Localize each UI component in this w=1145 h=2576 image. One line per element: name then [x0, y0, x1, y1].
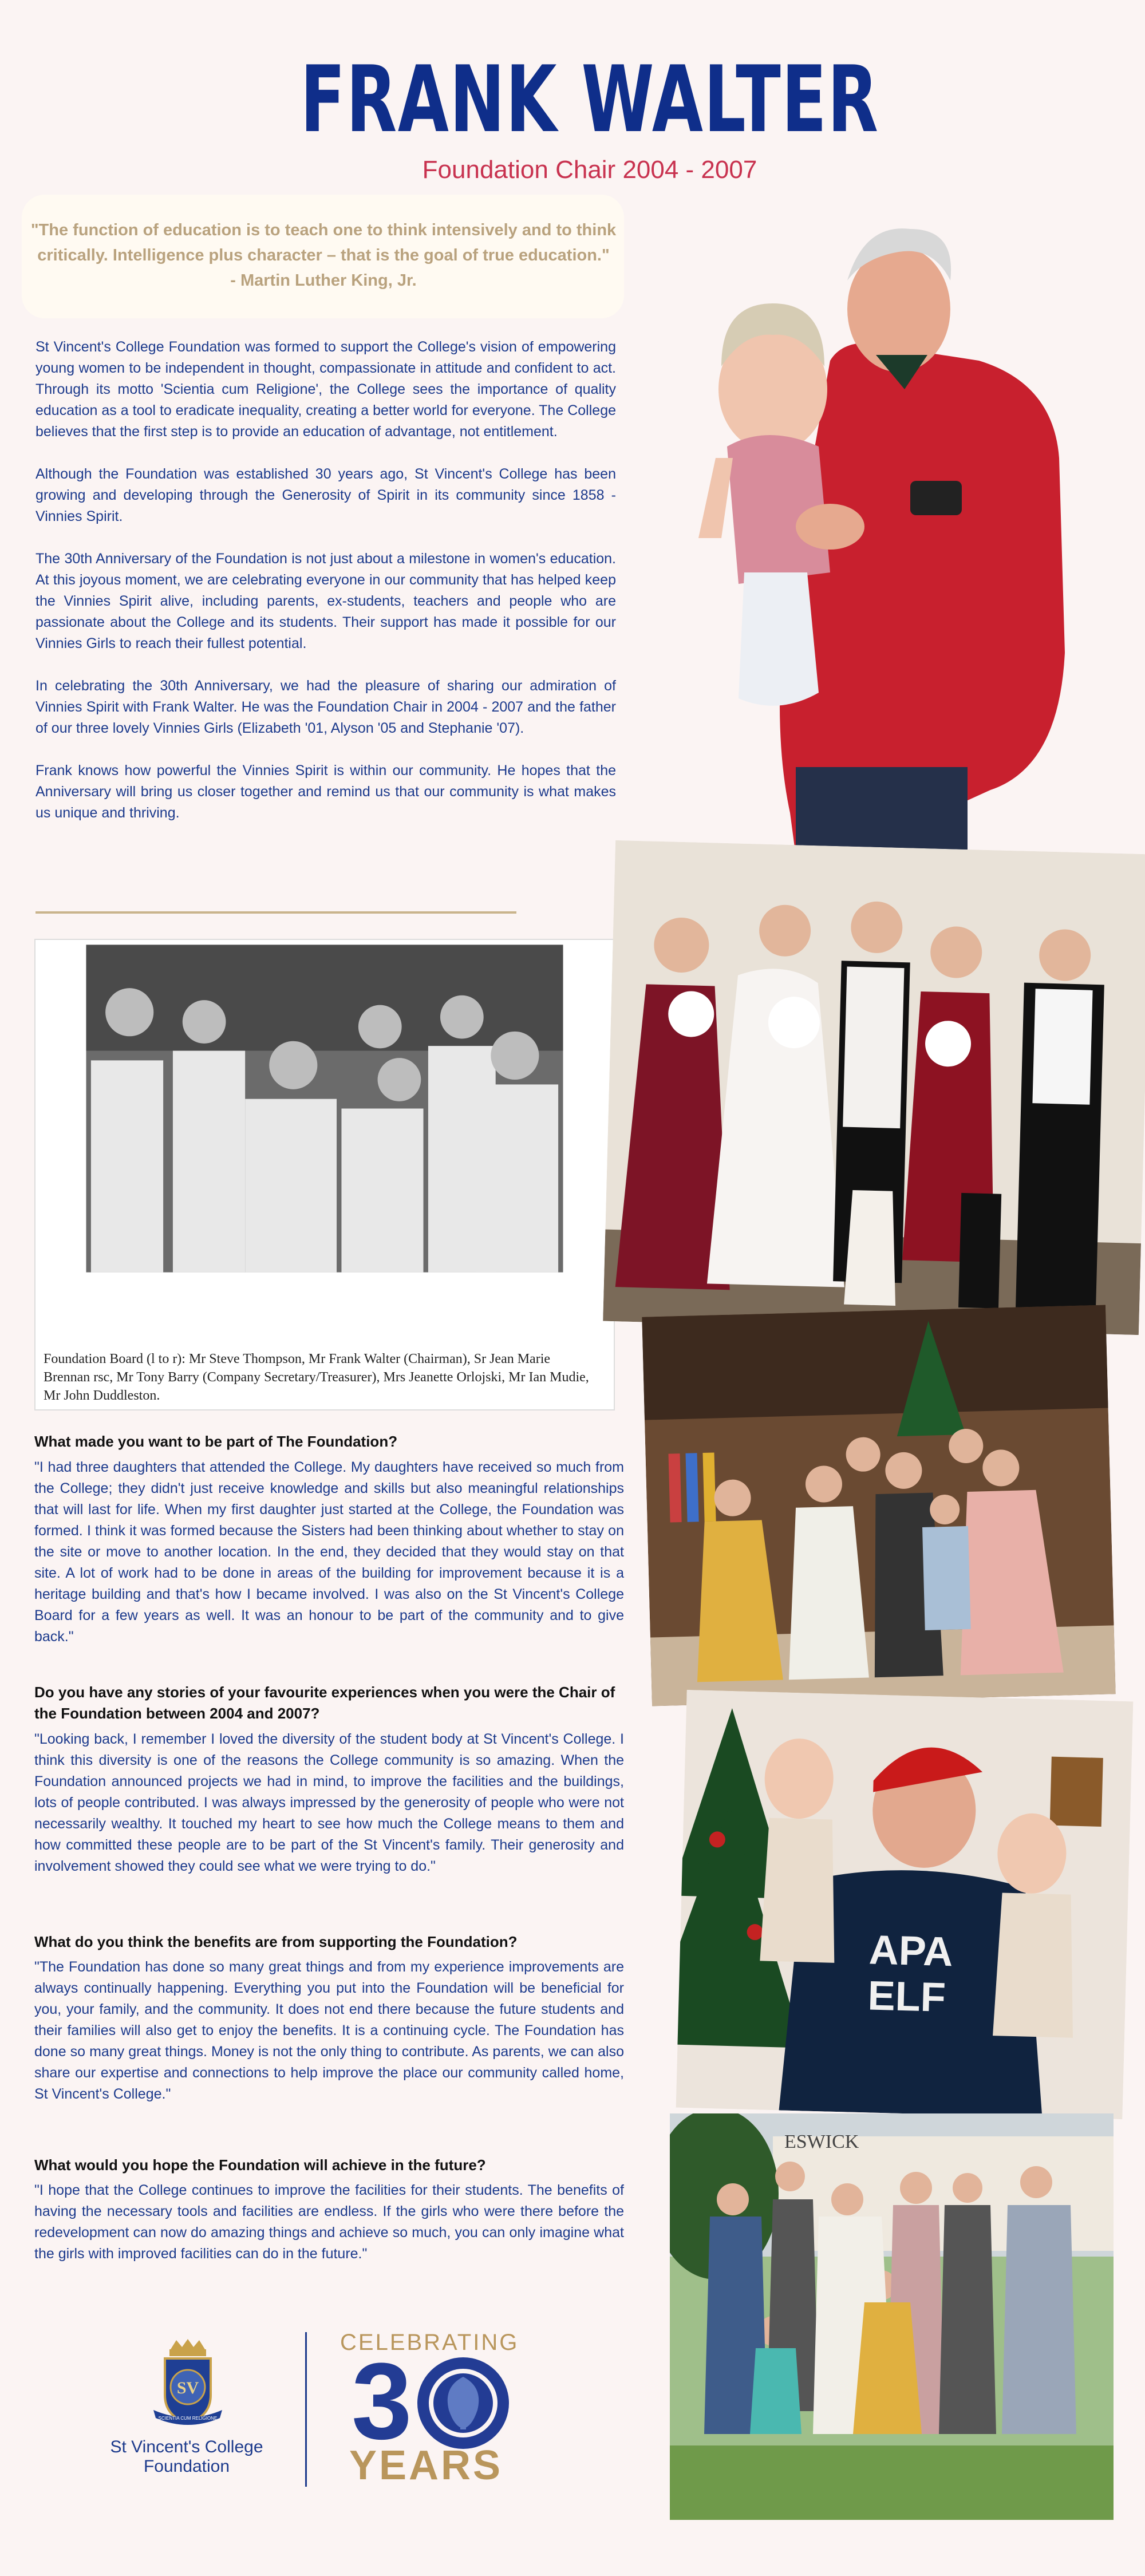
interview-question: What would you hope the Foundation will achieve in the future?: [34, 2156, 486, 2174]
interview-answer: "I had three daughters that attended the College. My daughters have received so much from the College; they didn't just receive knowledge and skills but also meaningful relationships that will last for life. When my first daughter just started at the College, the Foundation was formed. I think it was formed because the Sisters had been thinking about whether to stay on the site or move to another location. In the end, they decided that they would stay on that site. A lot of work had to be done in areas of the building for improvement because it is a heritage building and that's how I became involved. I was also on the St Vincent's College Board for a few years as well. It was an honour to be part of the community and to give back.": [34, 1459, 624, 1645]
interview-answer: "Looking back, I remember I loved the diversity of the student body at St Vincent's College. I think this diversity is one of the reasons the College community is so amazing. When the Foundation announced projects we had in mind, to improve the facilities and the buildings, lots of people contributed. I was always impressed by the generosity of people who were not necessarily wealthy. It touched my heart to see how much the College means to them and how committed these people are to be part of the St Vincent's family. Their generosity and involvement showed they could see what we were trying to do.": [34, 1731, 624, 1874]
intro-paragraph: St Vincent's College Foundation was formed to support the College's vision of empowering young women to be independent in thought, compassionate in attitude and confident to act. Through its motto 'Scientia cum Religione', the College sees the importance of quality education as a tool to eradicate inequality, creating a better world for everyone. The College believes that the first step is to provide an education of advantage, not entitlement.: [35, 339, 616, 440]
shirt-text-line-1: APA: [868, 1927, 954, 1976]
interview-answer: "The Foundation has done so many great things and from my experience improvements are always continually happening. Everything you put into the Foundation will be beneficial for you, your family, and the community. It does not end there because the future students and their families will also get to enjoy the benefits. It is a continuing cycle. The Foundation has done so many great things. Money is not the only thing to contribute. As parents, we can also share our expertise and connections to help improve the place our community called home, St Vincent's College.": [34, 1959, 624, 2102]
intro-text: [35, 337, 616, 845]
foundation-board-photo: [34, 939, 615, 1411]
crest-motto: SCIENTIA CUM RELIGIONE: [158, 2416, 218, 2421]
frank-portrait-photo: [658, 218, 1105, 899]
intro-paragraph: The 30th Anniversary of the Foundation is not just about a milestone in women's education. At this joyous moment, we are celebrating everyone in our community that has helped keep the Vinnies Spirit alive, including parents, ex-students, teachers and people who are passionate about the College and its students. Their support has made it possible for our Vinnies Girls to reach their fullest potential.: [35, 551, 616, 651]
wedding-photo: [603, 840, 1145, 1335]
college-crest-icon: [152, 2338, 223, 2429]
logo-divider: [305, 2332, 307, 2487]
family-photo-outdoor: [670, 2113, 1114, 2520]
foundation-logo-name: St Vincent's College Foundation: [110, 2437, 263, 2476]
grandchildren-photo: [676, 1690, 1134, 2119]
interview-question: Do you have any stories of your favourite experiences when you were the Chair of the Foundation between 2004 and 2007?: [34, 1684, 615, 1722]
board-photo-caption: Foundation Board (l to r): Mr Steve Thompson, Mr Frank Walter (Chairman), Sr Jean Marie Brennan rsc, Mr Tony Barry (Company Secretary/Treasurer), Mrs Jeanette Orlojski, Mr Ian Mudie, Mr John Duddleston.: [44, 1352, 589, 1403]
shirt-text-line-2: ELF: [867, 1973, 946, 2021]
sign-text: ESWICK: [784, 2131, 859, 2152]
anniversary-number-three: 3: [352, 2353, 412, 2450]
intro-paragraph: In celebrating the 30th Anniversary, we had the pleasure of sharing our admiration of Vinnies Spirit with Frank Walter. He was the Foundation Chair in 2004 - 2007 and the father of our three lovely Vinnies Girls (Elizabeth '01, Alyson '05 and Stephanie '07).: [35, 678, 616, 736]
page-subtitle: Foundation Chair 2004 - 2007: [422, 156, 757, 184]
quote-author: - Martin Luther King, Jr.: [230, 271, 417, 290]
family-photo-restaurant: [642, 1305, 1116, 1706]
celebrating-label: CELEBRATING: [340, 2330, 519, 2355]
interview-question: What made you want to be part of The Foundation?: [34, 1433, 398, 1450]
interview-question: What do you think the benefits are from supporting the Foundation?: [34, 1933, 518, 1950]
quote: [29, 218, 618, 293]
crest-initials: SV: [176, 2379, 199, 2397]
interview-answer: "I hope that the College continues to improve the facilities for their students. The benefits of having the necessary tools and facilities are endless. If the girls who were there before the redevelopment can now do amazing things and achieve so much, you can only imagine what the girls with improved facilities can do in the future.": [34, 2182, 624, 2262]
page-title: FRANK WALTER: [300, 46, 879, 153]
divider: [35, 911, 516, 914]
quote-text: "The function of education is to teach one to think intensively and to think critically. Intelligence plus character – that is the goal of true education.": [30, 221, 617, 264]
anniversary-30-mark: [340, 2353, 512, 2450]
intro-paragraph: Frank knows how powerful the Vinnies Spirit is within our community. He hopes that the Anniversary will bring us closer together and remind us that our community is what makes us unique and thriving.: [35, 762, 616, 821]
intro-paragraph: Although the Foundation was established 30 years ago, St Vincent's College has been growing and developing through the Generosity of Spirit in its community since 1858 - Vinnies Spirit.: [35, 466, 616, 524]
years-label: YEARS: [349, 2443, 503, 2488]
